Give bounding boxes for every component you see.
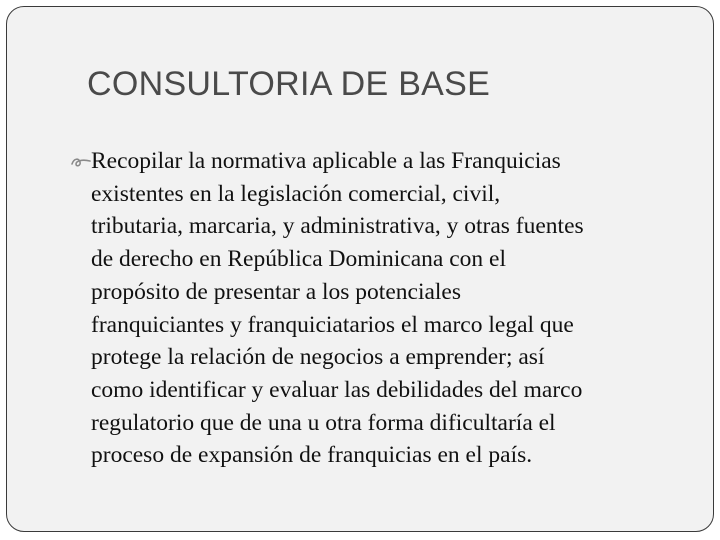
bullet-line: regulatorio que de una u otra forma dificultaría el bbox=[91, 409, 556, 436]
bullet-line: propósito de presentar a los potenciales bbox=[91, 278, 462, 305]
bullet-line: existentes en la legislación comercial, civil, bbox=[91, 180, 501, 207]
bullet-line: de derecho en República Dominicana con el bbox=[91, 246, 506, 273]
bullet-line: protege la relación de negocios a emprender; así bbox=[91, 344, 545, 371]
bullet-text bbox=[70, 145, 680, 472]
bullet-line: franquiciantes y franquiciatarios el marco legal que bbox=[91, 311, 574, 338]
slide-title: CONSULTORIA DE BASE bbox=[87, 65, 491, 103]
bullet-line: proceso de expansión de franquicias en el país. bbox=[91, 442, 533, 469]
bullet-line: tributaria, marcaria, y administrativa, y otras fuentes bbox=[91, 213, 584, 240]
bullet-line: Recopilar la normativa aplicable a las Franquicias bbox=[91, 148, 561, 174]
curl-bullet-icon bbox=[70, 155, 92, 169]
slide-frame bbox=[6, 6, 714, 532]
bullet-line: como identificar y evaluar las debilidades del marco bbox=[91, 376, 583, 403]
bullet-item bbox=[70, 145, 680, 472]
